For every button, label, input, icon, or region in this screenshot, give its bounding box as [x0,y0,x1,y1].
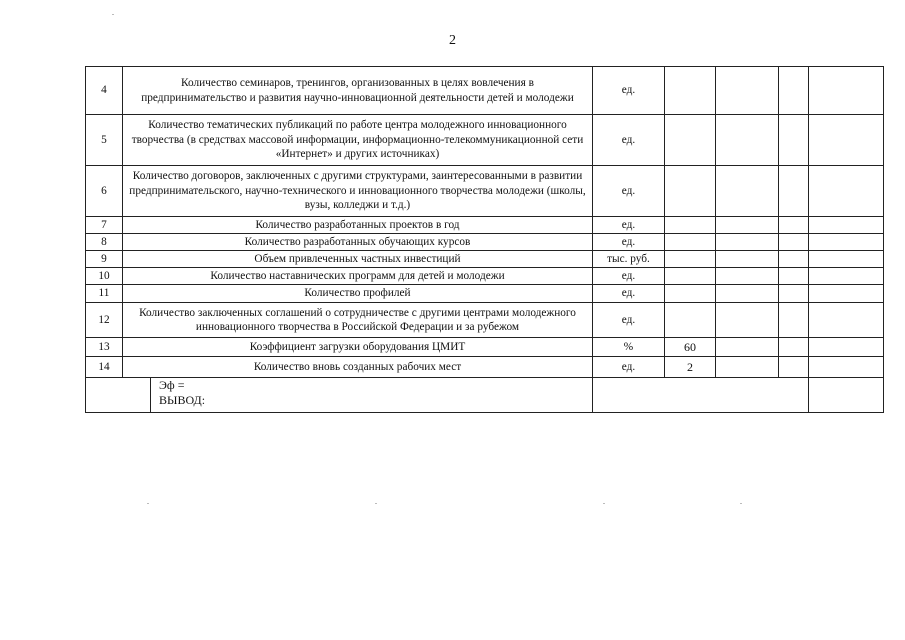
value-cell [665,166,716,217]
empty-cell [809,217,884,234]
row-number: 10 [86,268,123,285]
empty-cell [716,166,779,217]
empty-cell [809,166,884,217]
indicator-name: Количество профилей [123,285,593,303]
table-row [86,115,884,166]
empty-cell [779,251,809,268]
value-cell [665,268,716,285]
empty-cell [779,303,809,338]
empty-cell [716,268,779,285]
empty-cell [779,357,809,378]
empty-cell [716,285,779,303]
unit-cell: ед. [593,217,665,234]
empty-cell [716,338,779,357]
value-cell: 60 [665,338,716,357]
value-cell [665,303,716,338]
table-row [86,217,884,234]
table-row [86,338,884,357]
empty-cell [809,268,884,285]
empty-cell [809,378,884,413]
unit-cell: ед. [593,234,665,251]
table-row [86,67,884,115]
row-number: 13 [86,338,123,357]
summary-box [150,378,592,412]
efficiency-formula: Эф = [159,378,185,392]
empty-cell [779,217,809,234]
empty-cell [809,303,884,338]
indicator-name: Коэффициент загрузки оборудования ЦМИТ [123,338,593,357]
empty-cell [809,338,884,357]
indicator-name: Количество тематических публикаций по работе центра молодежного инновационного творчества (в средствах массовой информации, информационно-телекоммуникационной сети «Интернет» и других источниках) [123,115,593,166]
unit-cell: ед. [593,268,665,285]
unit-cell: ед. [593,166,665,217]
indicator-name: Количество семинаров, тренингов, организованных в целях вовлечения в предпринимательство и развития научно-инновационной деятельности детей и молодежи [123,67,593,115]
empty-cell [716,234,779,251]
row-number: 11 [86,285,123,303]
table-row [86,285,884,303]
row-number: 9 [86,251,123,268]
conclusion-label: ВЫВОД: [159,393,206,407]
empty-cell [779,166,809,217]
summary-row [86,378,884,413]
empty-cell [779,338,809,357]
indicators-table [85,66,884,413]
table-row [86,268,884,285]
value-cell: 2 [665,357,716,378]
empty-cell [716,303,779,338]
empty-cell [809,251,884,268]
empty-cell [716,357,779,378]
row-number: 8 [86,234,123,251]
empty-cell [779,285,809,303]
value-cell [665,217,716,234]
table-row [86,234,884,251]
row-number: 14 [86,357,123,378]
indicator-name: Количество разработанных проектов в год [123,217,593,234]
indicator-name: Количество вновь созданных рабочих мест [123,357,593,378]
unit-cell: ед. [593,67,665,115]
empty-cell [809,357,884,378]
empty-cell [809,115,884,166]
row-number: 5 [86,115,123,166]
unit-cell: ед. [593,357,665,378]
empty-cell [716,67,779,115]
empty-cell [779,67,809,115]
value-cell [665,67,716,115]
value-cell [665,285,716,303]
empty-cell [779,268,809,285]
row-number: 7 [86,217,123,234]
unit-cell: ед. [593,285,665,303]
row-number: 4 [86,67,123,115]
indicator-name: Количество договоров, заключенных с другими структурами, заинтересованными в развитии предпринимательского, научно-технического и инновационного творчества молодежи (школы, вузы, колледжи и т.д.) [123,166,593,217]
unit-cell: тыс. руб. [593,251,665,268]
page-number: 2 [449,33,456,48]
empty-cell [593,378,809,413]
indicator-name: Объем привлеченных частных инвестиций [123,251,593,268]
unit-cell: % [593,338,665,357]
unit-cell: ед. [593,303,665,338]
table-row [86,357,884,378]
table-row [86,166,884,217]
value-cell [665,251,716,268]
indicator-name: Количество разработанных обучающих курсов [123,234,593,251]
empty-cell [809,234,884,251]
empty-cell [779,234,809,251]
empty-cell [716,217,779,234]
table-row [86,251,884,268]
row-number: 12 [86,303,123,338]
summary-cell [86,378,593,413]
empty-cell [779,115,809,166]
empty-cell [809,67,884,115]
empty-cell [716,115,779,166]
unit-cell: ед. [593,115,665,166]
indicator-name: Количество наставнических программ для детей и молодежи [123,268,593,285]
value-cell [665,234,716,251]
table-row [86,303,884,338]
indicator-name: Количество заключенных соглашений о сотрудничестве с другими центрами молодежного инновационного творчества в Российской Федерации и за рубежом [123,303,593,338]
empty-cell [809,285,884,303]
value-cell [665,115,716,166]
empty-cell [716,251,779,268]
row-number: 6 [86,166,123,217]
